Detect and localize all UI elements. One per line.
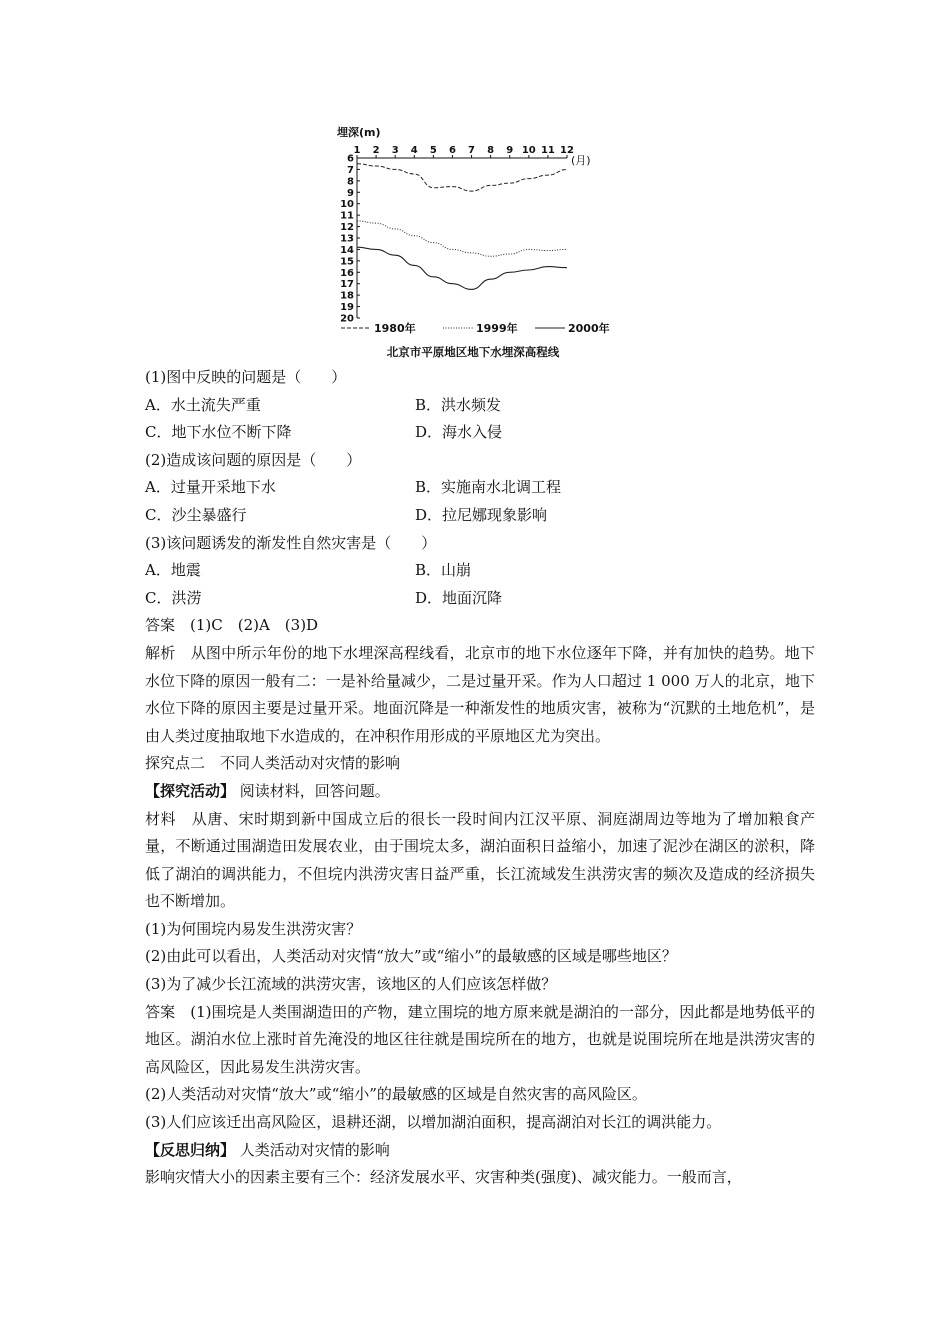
x-tick-label: 4 — [410, 145, 418, 156]
material: 材料 从唐、宋时期到新中国成立后的很长一段时间内江汉平原、洞庭湖周边等地为了增加粮食产量，不断通过围湖造田发展农业，由于围垸太多，湖泊面积日益缩小，加速了泥沙在湖区的淤积，降低了湖泊的调洪能力，不但垸内洪涝灾害日益严重，长江流域发生洪涝灾害的频次及造成的经济损失也不断增加。 — [145, 809, 815, 911]
q1-option-b: B．洪水频发 — [415, 395, 502, 414]
y-axis-label: 埋深(m) — [337, 126, 381, 139]
x-tick-label: 9 — [506, 145, 514, 156]
q1-option-a: A．水土流失严重 — [145, 395, 261, 414]
analysis: 解析 从图中所示年份的地下水埋深高程线看，北京市的地下水位逐年下降，并有加快的趋势。地下水位下降的原因一般有二：一是补给量减少，二是过量开采。作为人口超过 1 000 万人的北京，地下水位下降的原因主要是过量开采。地面沉降是一种渐发性的地质灾害，被称为“沉默的土地危机”，是由人类过度抽取地下水造成的，在冲积作用形成的平原地区尤为突出。 — [145, 643, 815, 745]
x-tick-label: 11 — [540, 145, 555, 156]
answer-1: 答案 (1)C (2)A (3)D — [145, 616, 319, 635]
q1-options-row1 — [145, 392, 815, 420]
reflect-line — [145, 1137, 815, 1165]
q2-option-d: D．拉尼娜现象影响 — [415, 505, 548, 524]
q1-options-row2 — [145, 419, 815, 447]
series-line-1 — [357, 221, 567, 256]
q1-option-d: D．海水入侵 — [415, 423, 503, 442]
x-tick-label: 7 — [468, 145, 476, 156]
activity-line — [145, 778, 815, 806]
x-tick-label: 1 — [353, 145, 361, 156]
question-3: (3)该问题诱发的渐发性自然灾害是（ ） — [145, 533, 437, 552]
answer-2-part-1: 答案 (1)围垸是人类围湖造田的产物，建立围垸的地方原来就是湖泊的一部分，因此都是地势低平的地区。湖泊水位上涨时首先淹没的地区往往就是围垸所在的地方，也就是说围垸所在地是洪涝灾害的高风险区，因此易发生洪涝灾害。 — [145, 1002, 815, 1076]
reflect-label: 【反思归纳】 — [145, 1140, 236, 1159]
x-tick-label: 2 — [372, 145, 380, 156]
x-tick-label: 10 — [521, 145, 536, 156]
x-tick-label: 6 — [448, 145, 456, 156]
y-tick-label: 16 — [340, 267, 354, 279]
legend-label-1: 1999年 — [476, 322, 518, 335]
q2-option-b: B．实施南水北调工程 — [415, 478, 562, 497]
legend-label-0: 1980年 — [374, 322, 416, 335]
chart-svg — [335, 122, 625, 362]
x-tick-label: 12 — [560, 145, 574, 156]
x-axis-unit: (月) — [571, 154, 591, 167]
y-tick-label: 6 — [347, 153, 354, 165]
y-tick-label: 8 — [347, 176, 354, 188]
groundwater-chart — [335, 122, 625, 362]
y-tick-label: 7 — [347, 164, 354, 176]
answer-2-part-2: (2)人类活动对灾情“放大”或“缩小”的最敏感的区域是自然灾害的高风险区。 — [145, 1085, 647, 1104]
q3-option-c: C．洪涝 — [145, 588, 202, 607]
legend-label-2: 2000年 — [568, 322, 610, 335]
q3-options-row2 — [145, 585, 815, 613]
y-tick-label: 14 — [340, 244, 354, 256]
q3-option-b: B．山崩 — [415, 561, 472, 580]
q2-options-row2 — [145, 502, 815, 530]
activity-text: 阅读材料，回答问题。 — [239, 781, 390, 800]
question-2: (2)造成该问题的原因是（ ） — [145, 450, 362, 469]
material-question-1: (1)为何围垸内易发生洪涝灾害？ — [145, 919, 362, 938]
q3-option-d: D．地面沉降 — [415, 588, 503, 607]
x-tick-label: 5 — [429, 145, 437, 156]
y-tick-label: 19 — [340, 302, 354, 314]
q3-options-row1 — [145, 557, 815, 585]
q1-option-c: C．地下水位不断下降 — [145, 423, 292, 442]
chart-title: 北京市平原地区地下水埋深高程线 — [386, 345, 560, 359]
q3-option-a: A．地震 — [145, 561, 201, 580]
section-heading: 探究点二 不同人类活动对灾情的影响 — [145, 754, 401, 773]
y-tick-label: 10 — [340, 199, 354, 211]
material-question-2: (2)由此可以看出，人类活动对灾情“放大”或“缩小”的最敏感的区域是哪些地区？ — [145, 947, 677, 966]
question-1: (1)图中反映的问题是（ ） — [145, 368, 347, 386]
activity-label: 【探究活动】 — [145, 781, 236, 800]
y-tick-label: 18 — [340, 290, 354, 302]
document-body — [145, 364, 815, 1192]
x-tick-label: 8 — [487, 145, 495, 156]
material-question-3: (3)为了减少长江流域的洪涝灾害，该地区的人们应该怎样做？ — [145, 975, 557, 994]
q2-option-c: C．沙尘暴盛行 — [145, 505, 247, 524]
y-tick-label: 17 — [340, 279, 354, 291]
y-tick-label: 9 — [347, 187, 354, 199]
last-line: 影响灾情大小的因素主要有三个：经济发展水平、灾害种类(强度)、减灾能力。一般而言， — [145, 1168, 742, 1187]
q2-option-a: A．过量开采地下水 — [145, 478, 276, 497]
y-tick-label: 20 — [340, 313, 354, 325]
series-line-0 — [357, 164, 567, 191]
y-tick-label: 15 — [340, 256, 354, 268]
answer-2-part-3: (3)人们应该迁出高风险区，退耕还湖，以增加湖泊面积，提高湖泊对长江的调洪能力。 — [145, 1113, 722, 1132]
reflect-text: 人类活动对灾情的影响 — [239, 1140, 390, 1159]
x-tick-label: 3 — [391, 145, 399, 156]
series-line-2 — [357, 247, 567, 289]
q2-options-row1 — [145, 474, 815, 502]
y-tick-label: 11 — [340, 210, 354, 222]
y-tick-label: 12 — [340, 222, 354, 234]
y-tick-label: 13 — [340, 233, 354, 245]
